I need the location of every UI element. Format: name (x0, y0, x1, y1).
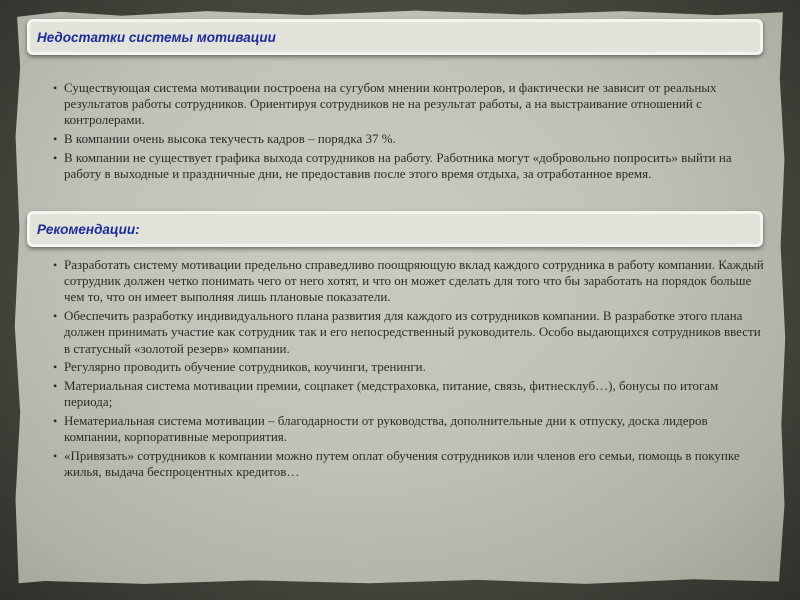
bullet-icon: • (53, 132, 58, 147)
list-item (55, 308, 767, 357)
list-item-text: «Привязать» сотрудников к компании можно путем оплат обучения сотрудников или членов его семьи, помощь в покупке жилья, выдача беспроцентных кредитов… (64, 448, 740, 480)
list-item-text: Обеспечить разработку индивидуального плана развития для каждого из сотрудников компании. В разработке этого плана должен принимать участие как сотрудник так и его непосредственный руководитель. Особо выдающихся сотрудников ввести в статусный «золотой резерв» компании. (64, 308, 761, 356)
list-item-text: Регулярно проводить обучение сотрудников, коучинги, тренинги. (64, 359, 426, 375)
bullet-icon: • (53, 151, 58, 165)
bullet-icon: • (53, 360, 58, 375)
section-title: Рекомендации: (37, 221, 140, 237)
list-item (55, 150, 767, 182)
list-item (55, 359, 767, 375)
bullet-icon: • (53, 309, 58, 324)
list-item-text: Разработать систему мотивации предельно справедливо поощряющую вклад каждого сотрудника в работу компании. Каждый сотрудник должен четко понимать чего от него хотят, и что он может сделать для того что бы заработать на порядок больше чем то, что он имеет выполняя лишь плановые показатели. (64, 257, 764, 305)
bullet-icon: • (53, 449, 58, 464)
list-item (55, 448, 767, 480)
section-header-recommendations (27, 211, 763, 247)
recommendations-list (55, 257, 767, 483)
list-item (55, 257, 767, 306)
bullet-icon: • (53, 81, 58, 95)
section-title: Недостатки системы мотивации (37, 29, 276, 45)
bullet-icon: • (53, 379, 58, 394)
bullet-icon: • (53, 258, 58, 272)
list-item (55, 80, 767, 129)
list-item-text: В компании не существует графика выхода сотрудников на работу. Работника могут «добровольно попросить» выйти на работу в выходные и праздничные дни, не предоставив после этого время отдыха, за отработанное время. (64, 150, 732, 182)
list-item-text: Нематериальная система мотивации – благодарности от руководства, дополнительные дни к отпуску, доска лидеров компании, корпоративные мероприятия. (64, 413, 708, 445)
shortcomings-list (55, 80, 767, 185)
list-item-text: Существующая система мотивации построена на сугубом мнении контролеров, и фактически не зависит от реальных результатов работы сотрудников. Ориентируя сотрудников не на результат работы, а на выстраивание отношений с контролерами. (64, 80, 717, 128)
list-item-text: Материальная система мотивации премии, соцпакет (медстраховка, питание, связь, фитнесклуб…), бонусы по итогам периода; (64, 378, 719, 410)
list-item (55, 413, 767, 445)
bullet-icon: • (53, 414, 58, 429)
list-item-text: В компании очень высока текучесть кадров – порядка 37 %. (64, 131, 396, 147)
section-header-shortcomings (27, 19, 763, 55)
list-item (55, 131, 767, 147)
list-item (55, 378, 767, 410)
